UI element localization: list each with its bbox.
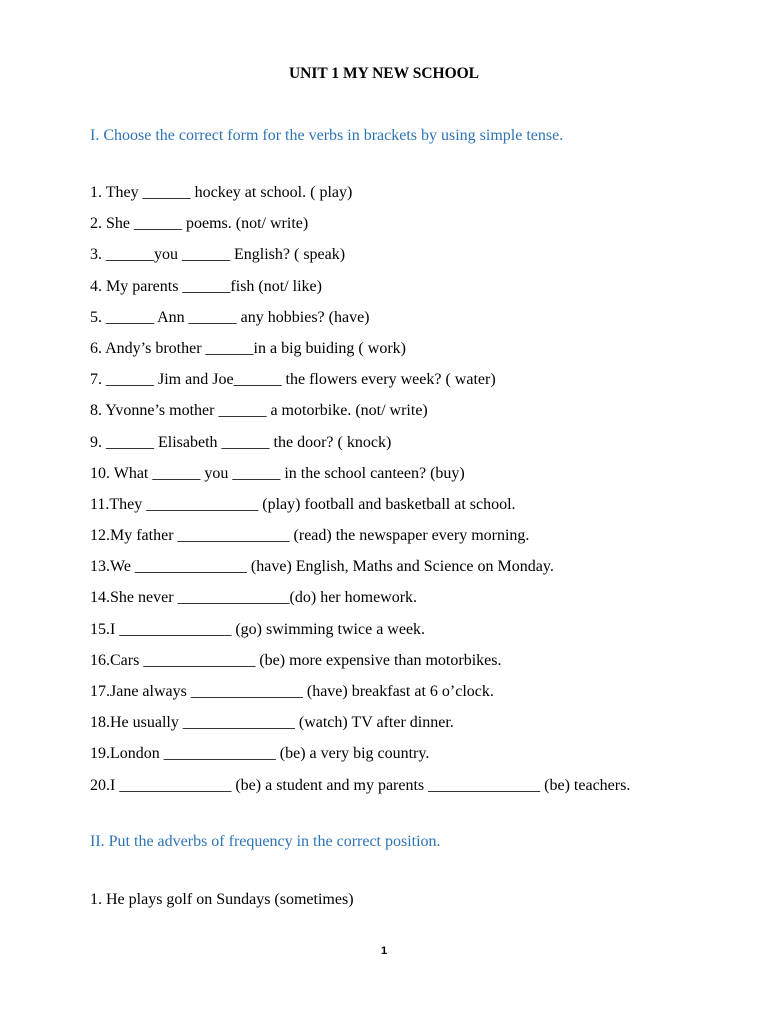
exercise-item: 2. She ______ poems. (not/ write) <box>90 215 309 233</box>
exercise-item: 8. Yvonne’s mother ______ a motorbike. (not/ write) <box>90 402 428 420</box>
exercise-item: 13.We ______________ (have) English, Maths and Science on Monday. <box>90 558 554 576</box>
exercise-item: 1. They ______ hockey at school. ( play) <box>90 184 353 201</box>
page-number: 1 <box>380 945 388 957</box>
exercise-item: 15.I ______________ (go) swimming twice a week. <box>90 620 426 638</box>
exercise-item: 1. He plays golf on Sundays (sometimes) <box>90 891 354 908</box>
exercise-item: 10. What ______ you ______ in the school canteen? (buy) <box>90 464 465 482</box>
exercise-item: 7. ______ Jim and Joe______ the flowers every week? ( water) <box>90 371 496 389</box>
exercise-item: 6. Andy’s brother ______in a big buiding ( work) <box>90 339 406 357</box>
exercise-item: 18.He usually ______________ (watch) TV after dinner. <box>90 714 454 732</box>
section-heading-adverbs: II. Put the adverbs of frequency in the correct position. <box>90 833 441 850</box>
exercise-item: 3. ______you ______ English? ( speak) <box>90 246 346 264</box>
exercise-item: 9. ______ Elisabeth ______ the door? ( knock) <box>90 433 392 451</box>
exercise-item: 17.Jane always ______________ (have) breakfast at 6 o’clock. <box>90 683 494 700</box>
exercise-item: 11.They ______________ (play) football and basketball at school. <box>90 495 516 513</box>
exercise-item: 16.Cars ______________ (be) more expensive than motorbikes. <box>90 651 502 669</box>
exercise-item: 19.London ______________ (be) a very big country. <box>90 745 430 763</box>
section-heading-verbs: I. Choose the correct form for the verbs in brackets by using simple tense. <box>90 127 564 144</box>
exercise-item: 14.She never ______________(do) her homework. <box>90 589 418 607</box>
exercise-item: 20.I ______________ (be) a student and my parents ______________ (be) teachers. <box>90 776 631 794</box>
page-title: UNIT 1 MY NEW SCHOOL <box>288 65 480 82</box>
exercise-item: 5. ______ Ann ______ any hobbies? (have) <box>90 308 370 326</box>
exercise-item: 4. My parents ______fish (not/ like) <box>90 277 322 295</box>
exercise-item: 12.My father ______________ (read) the newspaper every morning. <box>90 527 530 545</box>
exercise-list-verbs <box>90 177 630 801</box>
exercise-list-adverbs <box>90 884 354 915</box>
